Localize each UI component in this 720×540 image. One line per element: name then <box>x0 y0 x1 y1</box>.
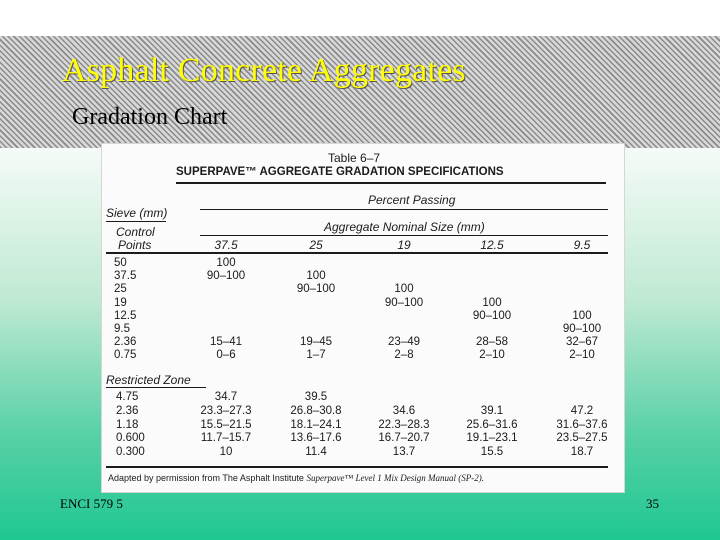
restricted-zone-rule <box>106 387 206 388</box>
control-point-value: 100 <box>482 296 502 309</box>
page-number: 35 <box>646 496 659 511</box>
nominal-size-rule <box>200 235 608 236</box>
control-label-2: Points <box>118 238 152 252</box>
column-header-rule <box>106 252 608 254</box>
restricted-zone-value: 34.7 <box>214 391 238 403</box>
restricted-zone-value: 15.5 <box>480 446 504 459</box>
column-header: 19 <box>397 238 411 252</box>
restricted-zone-value: 39.5 <box>304 391 328 403</box>
restricted-zone-value: 31.6–37.6 <box>556 418 608 431</box>
restricted-zone-value: 13.6–17.6 <box>290 432 342 445</box>
restricted-zone-value: 25.6–31.6 <box>466 418 518 431</box>
table-heading: SUPERPAVE™ AGGREGATE GRADATION SPECIFICATIONS <box>176 166 504 178</box>
restricted-zone-value: 23.3–27.3 <box>200 404 252 417</box>
sieve-size: 37.5 <box>114 270 137 283</box>
sieve-label: Sieve (mm) <box>106 206 168 220</box>
restricted-zone-value: 15.5–21.5 <box>200 418 252 431</box>
control-point-value: 100 <box>572 309 592 322</box>
restricted-zone-value: 47.2 <box>570 404 594 417</box>
control-point-value: 15–41 <box>210 336 242 349</box>
sieve-size: 0.300 <box>116 446 145 459</box>
control-point-value: 32–67 <box>566 336 598 349</box>
restricted-zone-value: 18.1–24.1 <box>290 418 342 431</box>
restricted-zone-value: 19.1–23.1 <box>466 432 518 445</box>
control-point-value: 100 <box>394 283 414 296</box>
slide-title: Asphalt Concrete Aggregates <box>62 52 466 89</box>
restricted-zone-value: 39.1 <box>480 404 504 417</box>
control-point-value: 90–100 <box>562 323 602 335</box>
control-point-value: 19–45 <box>300 336 332 349</box>
control-label-1: Control <box>116 225 155 239</box>
column-header: 25 <box>309 238 323 252</box>
control-point-value: 100 <box>306 270 326 283</box>
control-point-value: 0–6 <box>216 349 236 362</box>
restricted-zone-value: 18.7 <box>570 446 594 459</box>
sieve-rule <box>106 221 166 222</box>
control-point-value: 90–100 <box>296 283 336 296</box>
sieve-size: 12.5 <box>114 309 137 322</box>
control-point-value: 28–58 <box>476 336 508 349</box>
restricted-zone-label: Restricted Zone <box>106 373 191 387</box>
sieve-size: 1.18 <box>116 418 139 431</box>
sieve-size: 9.5 <box>114 323 130 335</box>
footer-course: ENCI 579 5 <box>60 496 123 511</box>
restricted-zone-value: 10 <box>219 446 233 459</box>
control-point-value: 1–7 <box>306 349 326 362</box>
control-point-value: 100 <box>216 257 236 269</box>
sieve-size: 50 <box>114 257 127 269</box>
control-point-value: 90–100 <box>206 270 246 283</box>
sieve-size: 2.36 <box>114 336 137 349</box>
restricted-zone-value: 11.4 <box>305 446 327 459</box>
sieve-size: 2.36 <box>116 404 139 417</box>
percent-passing-rule <box>200 209 608 210</box>
control-point-value: 90–100 <box>384 296 424 309</box>
heading-rule <box>176 182 606 184</box>
footnote-prefix: Adapted by permission from The Asphalt Institute <box>108 473 307 483</box>
sieve-size: 25 <box>114 283 127 296</box>
footnote-title: Superpave™ Level 1 Mix Design Manual (SP-2). <box>306 473 484 483</box>
control-point-value: 2–10 <box>479 349 505 362</box>
control-point-value: 2–10 <box>569 349 595 362</box>
table-bottom-rule <box>106 466 608 468</box>
slide-subtitle: Gradation Chart <box>72 104 228 130</box>
footnote <box>108 474 484 483</box>
restricted-zone-value: 34.6 <box>392 404 416 417</box>
nominal-size-label: Aggregate Nominal Size (mm) <box>324 220 485 234</box>
restricted-zone-value: 11.7–15.7 <box>200 432 252 445</box>
sieve-size: 0.600 <box>116 432 145 445</box>
restricted-zone-value: 26.8–30.8 <box>290 404 342 417</box>
control-point-value: 90–100 <box>472 309 512 322</box>
column-header: 37.5 <box>214 238 238 252</box>
restricted-zone-value: 16.7–20.7 <box>378 432 430 445</box>
sieve-size: 0.75 <box>114 349 137 362</box>
percent-passing-label: Percent Passing <box>368 193 456 207</box>
gradation-table-image <box>102 144 624 492</box>
restricted-zone-value: 22.3–28.3 <box>378 418 430 431</box>
table-number: Table 6–7 <box>328 151 381 165</box>
restricted-zone-value: 13.7 <box>392 446 416 459</box>
column-header: 12.5 <box>480 238 504 252</box>
column-header: 9.5 <box>573 238 591 252</box>
restricted-zone-value: 23.5–27.5 <box>556 432 608 445</box>
control-point-value: 23–49 <box>388 336 420 349</box>
sieve-size: 19 <box>114 296 127 309</box>
sieve-size: 4.75 <box>116 391 139 403</box>
control-point-value: 2–8 <box>394 349 414 362</box>
